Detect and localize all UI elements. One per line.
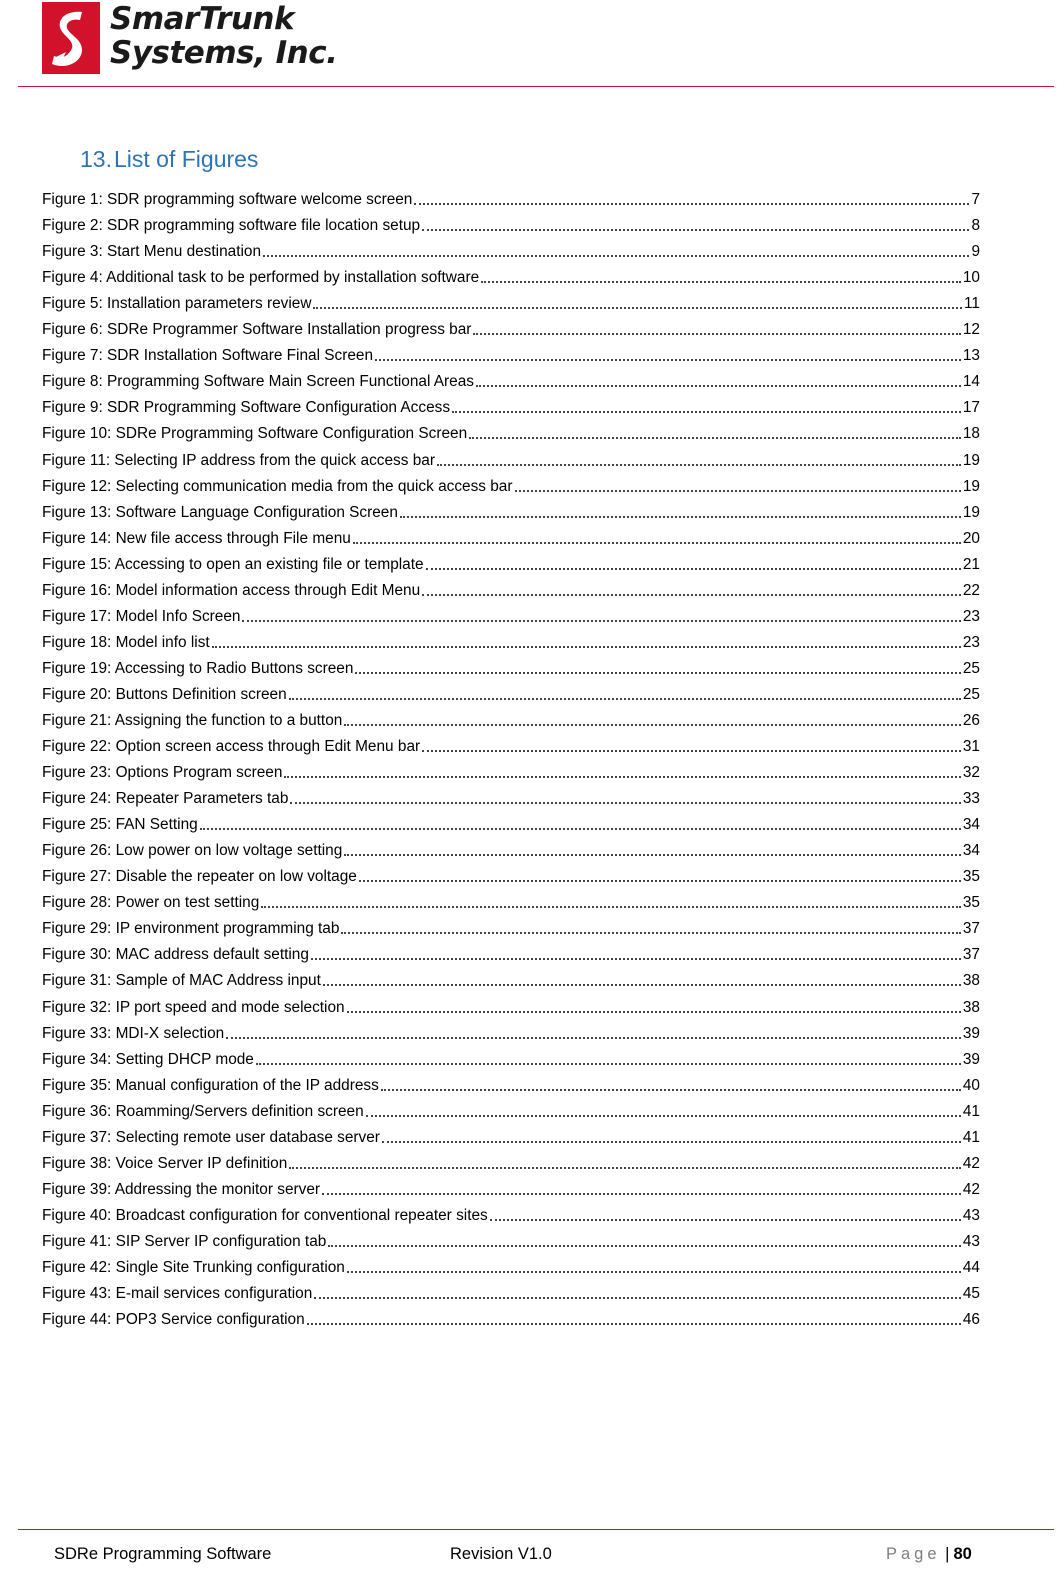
figure-entry[interactable] [42,1069,980,1095]
dot-leader [226,1036,961,1039]
footer-page-info [886,1545,972,1564]
dot-leader [290,801,960,804]
dot-leader [476,384,961,387]
figure-entry-page[interactable]: 20 [962,529,980,547]
figure-entry-page[interactable]: 9 [971,243,980,261]
figure-entry[interactable] [42,522,980,548]
figure-entry[interactable] [42,339,980,365]
company-logo-text [110,2,337,70]
figure-entry-label[interactable]: Figure 20: Buttons Definition screen [42,685,287,703]
dot-leader [359,879,961,882]
dot-leader [344,723,961,726]
figure-entry-page[interactable]: 43 [962,1232,980,1250]
dot-leader [311,957,961,960]
figure-entry-label[interactable]: Figure 29: IP environment programming tab [42,920,340,938]
dot-leader [212,645,961,648]
figure-entry-page[interactable]: 43 [962,1206,980,1224]
figure-entry-page[interactable]: 23 [962,607,980,625]
figure-entry-page[interactable]: 46 [962,1311,980,1329]
section-heading [80,146,258,173]
figure-entry-label[interactable]: Figure 18: Model info list [42,633,210,651]
figure-entry-label[interactable]: Figure 11: Selecting IP address from the quick access bar [42,451,435,469]
footer-divider [18,1529,1054,1530]
footer-revision: Revision V1.0 [450,1545,552,1563]
dot-leader [355,671,960,674]
figure-entry-label[interactable]: Figure 41: SIP Server IP configuration tab [42,1232,327,1250]
figure-entry-label[interactable]: Figure 32: IP port speed and mode selection [42,998,345,1016]
dot-leader [347,1010,961,1013]
figure-entry-page[interactable]: 39 [962,1024,980,1042]
figure-entry-label[interactable]: Figure 5: Installation parameters review [42,295,312,313]
figure-entry-label[interactable]: Figure 23: Options Program screen [42,764,283,782]
figure-entry[interactable] [42,860,980,886]
dot-leader [422,593,961,596]
figure-entry[interactable] [42,938,980,964]
figure-entry-label[interactable]: Figure 43: E-mail services configuration [42,1285,313,1303]
figure-entry-page[interactable]: 26 [962,711,980,729]
figure-entry[interactable] [42,1251,980,1277]
section-title-text: List of Figures [113,146,259,172]
figure-entry-label[interactable]: Figure 37: Selecting remote user database server [42,1128,380,1146]
dot-leader [289,697,961,700]
dot-leader [344,853,961,856]
dot-leader [422,749,961,752]
figure-entry-label[interactable]: Figure 30: MAC address default setting [42,946,309,964]
figure-entry-page[interactable]: 17 [962,399,980,417]
figure-entry-page[interactable]: 23 [962,633,980,651]
dot-leader [307,1322,961,1325]
figure-entry[interactable] [42,1199,980,1225]
figure-entry[interactable] [42,1017,980,1043]
dot-leader [200,827,961,830]
dot-leader [242,619,960,622]
figure-entry-label[interactable]: Figure 6: SDRe Programmer Software Installation progress bar [42,321,472,339]
figure-entry-page[interactable]: 10 [962,269,980,287]
figure-entry[interactable] [42,235,980,261]
figure-entry[interactable] [42,782,980,808]
figure-entry[interactable] [42,548,980,574]
figure-entry[interactable] [42,652,980,678]
dot-leader [322,1192,961,1195]
list-of-figures [42,183,980,1329]
figure-entry-label[interactable]: Figure 39: Addressing the monitor server [42,1180,321,1198]
figure-entry-page[interactable]: 14 [962,373,980,391]
figure-entry-label[interactable]: Figure 19: Accessing to Radio Buttons screen [42,659,354,677]
figure-entry-page[interactable]: 7 [971,191,980,209]
dot-leader [381,1088,961,1091]
figure-entry[interactable] [42,1043,980,1069]
dot-leader [314,1296,961,1299]
dot-leader [263,254,969,257]
dot-leader [353,541,961,544]
figure-entry-label[interactable]: Figure 14: New file access through File menu [42,529,351,547]
figure-entry-page[interactable]: 34 [962,816,980,834]
dot-leader [422,228,969,231]
figure-entry[interactable] [42,730,980,756]
dot-leader [490,1218,961,1221]
figure-entry-label[interactable]: Figure 16: Model information access through Edit Menu [42,581,421,599]
figure-entry-label[interactable]: Figure 24: Repeater Parameters tab [42,790,289,808]
figure-entry-page[interactable]: 19 [962,503,980,521]
footer-page-word: Page [886,1545,941,1563]
figure-entry-label[interactable]: Figure 26: Low power on low voltage setting [42,842,343,860]
figure-entry-label[interactable]: Figure 22: Option screen access through Edit Menu bar [42,738,421,756]
dot-leader [347,1270,961,1273]
dot-leader [366,1114,961,1117]
dot-leader [323,983,961,986]
dot-leader [469,436,961,439]
figure-entry-label[interactable]: Figure 31: Sample of MAC Address input [42,972,321,990]
figure-entry[interactable] [42,209,980,235]
figure-entry[interactable] [42,964,980,990]
figure-entry[interactable] [42,1173,980,1199]
figure-entry-page[interactable]: 11 [964,295,980,313]
header-divider [18,86,1054,87]
figure-entry-label[interactable]: Figure 12: Selecting communication media from the quick access bar [42,477,513,495]
figure-entry-label[interactable]: Figure 27: Disable the repeater on low voltage [42,868,357,886]
figure-entry-page[interactable]: 38 [962,998,980,1016]
figure-entry[interactable] [42,313,980,339]
figure-entry-label[interactable]: Figure 15: Accessing to open an existing file or template [42,555,424,573]
figure-entry[interactable] [42,1277,980,1303]
figure-entry-page[interactable]: 37 [962,946,980,964]
figure-entry-label[interactable]: Figure 42: Single Site Trunking configuration [42,1258,345,1276]
figure-entry[interactable] [42,391,980,417]
figure-entry-page[interactable]: 19 [962,477,980,495]
dot-leader [515,489,961,492]
dot-leader [400,515,961,518]
logo-line-1: SmarTrunk [110,1,295,37]
figure-entry-page[interactable]: 31 [962,738,980,756]
figure-entry-page[interactable]: 35 [962,894,980,912]
dot-leader [481,280,961,283]
figure-entry-page[interactable]: 32 [962,764,980,782]
figure-entry[interactable] [42,1121,980,1147]
footer-document-title: SDRe Programming Software [54,1545,272,1563]
figure-entry[interactable] [42,756,980,782]
figure-entry[interactable] [42,417,980,443]
smartrunk-logo-icon [42,2,100,74]
dot-leader [256,1062,961,1065]
figure-entry-label[interactable]: Figure 2: SDR programming software file location setup [42,217,421,235]
figure-entry[interactable] [42,365,980,391]
dot-leader [473,332,960,335]
page-header [0,0,1064,86]
figure-entry-label[interactable]: Figure 9: SDR Programming Software Configuration Access [42,399,451,417]
figure-entry-page[interactable]: 25 [962,685,980,703]
figure-entry[interactable] [42,1095,980,1121]
figure-entry-label[interactable]: Figure 36: Roamming/Servers definition screen [42,1102,364,1120]
figure-entry-label[interactable]: Figure 33: MDI-X selection [42,1024,225,1042]
figure-entry-label[interactable]: Figure 4: Additional task to be performed by installation software [42,269,480,287]
dot-leader [414,202,969,205]
figure-entry[interactable] [42,1303,980,1329]
figure-entry-label[interactable]: Figure 40: Broadcast configuration for conventional repeater sites [42,1206,488,1224]
figure-entry[interactable] [42,886,980,912]
footer-page-number: 80 [953,1545,972,1563]
figure-entry[interactable] [42,470,980,496]
figure-entry-label[interactable]: Figure 21: Assigning the function to a button [42,711,343,729]
figure-entry-page[interactable]: 34 [962,842,980,860]
figure-entry-label[interactable]: Figure 35: Manual configuration of the IP address [42,1076,379,1094]
figure-entry-page[interactable]: 8 [971,217,980,235]
figure-entry[interactable] [42,261,980,287]
dot-leader [452,410,961,413]
figure-entry-label[interactable]: Figure 25: FAN Setting [42,816,198,834]
figure-entry[interactable] [42,834,980,860]
figure-entry[interactable] [42,808,980,834]
figure-entry-page[interactable]: 39 [962,1050,980,1068]
figure-entry[interactable] [42,287,980,313]
figure-entry-label[interactable]: Figure 34: Setting DHCP mode [42,1050,254,1068]
dot-leader [341,931,960,934]
figure-entry-page[interactable]: 45 [962,1285,980,1303]
figure-entry-page[interactable]: 41 [962,1102,980,1120]
figure-entry[interactable] [42,1147,980,1173]
figure-entry[interactable] [42,1225,980,1251]
figure-entry-page[interactable]: 44 [962,1258,980,1276]
figure-entry-label[interactable]: Figure 8: Programming Software Main Screen Functional Areas [42,373,474,391]
figure-entry-label[interactable]: Figure 10: SDRe Programming Software Configuration Screen [42,425,468,443]
figure-entry-page[interactable]: 42 [962,1180,980,1198]
dot-leader [284,775,961,778]
figure-entry[interactable] [42,704,980,730]
figure-entry[interactable] [42,183,980,209]
dot-leader [289,1166,961,1169]
figure-entry[interactable] [42,990,980,1016]
figure-entry-page[interactable]: 42 [962,1154,980,1172]
dot-leader [426,567,961,570]
figure-entry-page[interactable]: 40 [962,1076,980,1094]
figure-entry[interactable] [42,443,980,469]
figure-entry[interactable] [42,626,980,652]
figure-entry[interactable] [42,678,980,704]
figure-entry-label[interactable]: Figure 3: Start Menu destination [42,243,262,261]
figure-entry-page[interactable]: 22 [962,581,980,599]
figure-entry[interactable] [42,912,980,938]
figure-entry[interactable] [42,600,980,626]
figure-entry-label[interactable]: Figure 44: POP3 Service configuration [42,1311,305,1329]
dot-leader [328,1244,961,1247]
footer-separator: | [945,1545,950,1563]
dot-leader [382,1140,961,1143]
figure-entry-label[interactable]: Figure 17: Model Info Screen [42,607,241,625]
figure-entry-page[interactable]: 19 [962,451,980,469]
dot-leader [375,358,961,361]
dot-leader [313,306,962,309]
figure-entry[interactable] [42,574,980,600]
section-number: 13. [80,146,112,172]
figure-entry-page[interactable]: 18 [962,425,980,443]
figure-entry-page[interactable]: 35 [962,868,980,886]
dot-leader [261,905,961,908]
figure-entry-page[interactable]: 12 [962,321,980,339]
figure-entry-page[interactable]: 25 [962,659,980,677]
figure-entry-label[interactable]: Figure 13: Software Language Configuration Screen [42,503,398,521]
figure-entry-page[interactable]: 13 [962,347,980,365]
figure-entry-page[interactable]: 33 [962,790,980,808]
figure-entry-label[interactable]: Figure 1: SDR programming software welcome screen [42,191,413,209]
figure-entry-label[interactable]: Figure 7: SDR Installation Software Final Screen [42,347,374,365]
figure-entry-page[interactable]: 41 [962,1128,980,1146]
figure-entry-label[interactable]: Figure 38: Voice Server IP definition [42,1154,288,1172]
figure-entry-page[interactable]: 37 [962,920,980,938]
figure-entry-label[interactable]: Figure 28: Power on test setting [42,894,260,912]
dot-leader [437,463,961,466]
figure-entry[interactable] [42,496,980,522]
figure-entry-page[interactable]: 21 [962,555,980,573]
logo-line-2: Systems, Inc. [110,35,338,71]
figure-entry-page[interactable]: 38 [962,972,980,990]
